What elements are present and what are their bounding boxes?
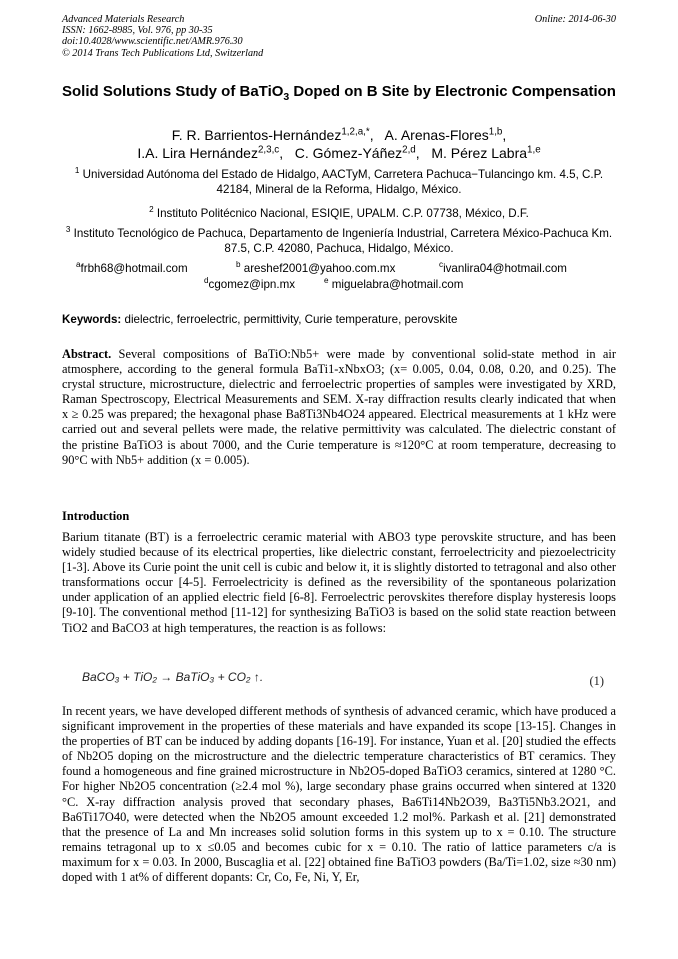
abstract-paragraph <box>62 347 616 468</box>
affiliation-text: Instituto Politécnico Nacional, ESIQIE, UPALM. C.P. 07738, México, D.F. <box>156 207 529 220</box>
author-superscript: 1,e <box>527 144 541 156</box>
affiliation-number: 1 <box>74 166 80 176</box>
introduction-heading: Introduction <box>62 509 130 523</box>
affiliation-number: 3 <box>65 225 71 235</box>
email-superscript: e <box>324 276 329 286</box>
introduction-paragraph-2: In recent years, we have developed different methods of synthesis of advanced ceramic, which have produced a significant improvement in the properties of these materials and have expanded its scope [13-15]. Changes in the properties of BT can be induced by adding dopants [16-19]. For instance, Yuan et al. [20] studied the effects of Nb2O5 doping on the microstructure and the dielectric temperature characteristics of BT ceramics. They found a homogeneous and fine grained microstructure in Nb2O5-doped BaTiO3 ceramics, sintered at 1280 °C. For higher Nb2O5 concentration (≥2.4 mol %), large secondary phase grains occurred when sintered at 1320 °C. X-ray diffraction analysis proved that secondary phases, Ba6Ti14Nb2O39, Ba3Ti5Nb3.2O21, and Ba6Ti17O40, were detected when the Nb2O5 amount exceeded 1.2 mol%. Parkash et al. [21] demonstrated that the presence of La and Mn increases solid solution forms in this system up to x = 0.10. The structure remains tetragonal up to x ≤0.05 and becomes cubic for x = 0.10. The ratio of lattice parameters c/a is maximum for x = 0.03. In 2000, Buscaglia et al. [22] obtained fine BaTiO3 powders (Ba/Ti=1.02, size ≈30 nm) doped with 1 at% of different dopants: Cr, Co, Fe, Ni, Y, Er, <box>62 704 616 885</box>
email-text: ivanlira04@hotmail.com <box>443 262 567 275</box>
affiliation-2 <box>62 206 616 221</box>
keywords-section <box>62 312 616 327</box>
email-text: frbh68@hotmail.com <box>80 262 188 275</box>
title-part-1: Solid Solutions Study of BaTiO <box>62 83 284 100</box>
author-line-2: I.A. Lira Hernández$^{2,3,c}$, C. Gómez-Yáñez$^{2,d}$, M. Pérez Labra$^{1,e}$ <box>137 144 541 161</box>
abstract-label: Abstract. <box>62 347 112 361</box>
author-name: F. R. Barrientos-Hernández <box>171 127 342 143</box>
doi-line: doi:10.4028/www.scientific.net/AMR.976.30 <box>62 36 243 48</box>
email-text: cgomez@ipn.mx <box>208 278 296 291</box>
email-a[interactable] <box>76 261 188 277</box>
journal-name: Advanced Materials Research <box>62 14 185 25</box>
affiliation-text: Instituto Tecnológico de Pachuca, Departamento de Ingeniería Industrial, Carretera México-Pachuca Km. 87.5, C.P. 42080, Pachuca, Hidalgo, México. <box>73 227 613 255</box>
author-list <box>62 126 616 162</box>
affiliation-1 <box>62 167 616 197</box>
email-row-1 <box>62 261 616 277</box>
author-name: M. Pérez Labra <box>431 145 528 161</box>
email-text: miguelabra@hotmail.com <box>331 278 464 291</box>
email-list <box>62 261 616 293</box>
email-superscript: a <box>76 260 81 270</box>
author-line-1: F. R. Barrientos-Hernández$^{1,2,a,*}$, A. Arenas-Flores$^{1,b}$, <box>171 126 507 143</box>
email-row-2 <box>62 277 616 293</box>
email-b[interactable] <box>236 261 395 277</box>
issn-line: ISSN: 1662-8985, Vol. 976, pp 30-35 <box>62 25 213 37</box>
email-d[interactable] <box>204 277 295 293</box>
paper-title <box>62 83 616 101</box>
title-part-2: Doped on B Site by Electronic Compensation <box>289 83 616 100</box>
keywords-text: dielectric, ferroelectric, permittivity, Curie temperature, perovskite <box>121 313 458 326</box>
author-superscript: 1,b <box>488 126 503 138</box>
email-superscript: b <box>236 260 241 270</box>
affiliation-number: 2 <box>149 205 154 215</box>
title-subscript: 3 <box>283 91 290 103</box>
online-date: Online: 2014-06-30 <box>534 14 616 25</box>
journal-header <box>62 14 616 59</box>
author-name: I.A. Lira Hernández <box>137 145 258 161</box>
author-name: C. Gómez-Yáñez <box>294 145 403 161</box>
introduction-paragraph-1: Barium titanate (BT) is a ferroelectric ceramic material with ABO3 type perovskite structure, and has been widely studied because of its electrical properties, like dielectric constant, ferroelectricity and piezoelectricity [1-3]. Above its Curie point the unit cell is cubic and below it, it is slightly distorted to tetragonal and also other transformations occur [4-5]. Ferroelectricity is defined as the reversibility of the spontaneous polarization under application of an applied electric field [6-8]. Ferroelectric perovskites therefore display hysteresis loops [9-10]. The conventional method [11-12] for synthesizing BaTiO3 is based on the solid state reaction between TiO2 and BaCO3 at high temperatures, the reaction is as follows: <box>62 530 616 635</box>
equation-number: (1) <box>589 674 604 688</box>
abstract-text: Several compositions of BaTiO:Nb5+ were made by conventional solid-state method in air atmosphere, according to the general formula BaTi1-xNbxO3; (x= 0.005, 0.04, 0.08, 0.20, and 0.25). The crystal structure, microstructure, dielectric and ferroelectric properties of samples were investigated by XRD, Raman Spectroscopy, Electrical Measurements and SEM. X-ray diffraction results clearly indicated that when x ≥ 0.25 was prepared; the hexagonal phase Ba8Ti3Nb4O24 appeared. Electrical measurements at 1 kHz were carried out and several pellets were made, the relative permittivity was calculated. The dielectric constant of the pristine BaTiO3 is about 7000, and the Curie temperature is ≈120°C at room temperature, decreasing to 90°C with Nb5+ addition (x = 0.005). <box>62 347 616 467</box>
keywords-label: Keywords: <box>62 313 122 326</box>
email-c[interactable] <box>439 261 567 277</box>
email-text: areshef2001@yahoo.com.mx <box>243 262 396 275</box>
author-superscript: 2,3,c <box>257 144 280 156</box>
author-superscript: 2,d <box>402 144 416 156</box>
author-superscript: 1,2,a,* <box>341 126 370 138</box>
author-name: A. Arenas-Flores <box>384 127 489 143</box>
equation-text: BaCO₃ + TiO₂ → BaTiO₃ + CO₂ ↑. <box>82 670 264 684</box>
affiliation-3 <box>62 226 616 256</box>
email-superscript: c <box>439 260 444 270</box>
email-e[interactable] <box>324 277 463 293</box>
affiliation-text: Universidad Autónoma del Estado de Hidalgo, AACTyM, Carretera Pachuca−Tulancingo km. 4.5, C.P. 42184, Mineral de la Reforma, Hidalgo, México. <box>82 168 604 196</box>
copyright-line: © 2014 Trans Tech Publications Ltd, Switzerland <box>62 47 264 59</box>
email-superscript: d <box>204 276 209 286</box>
reaction-equation <box>82 670 616 690</box>
